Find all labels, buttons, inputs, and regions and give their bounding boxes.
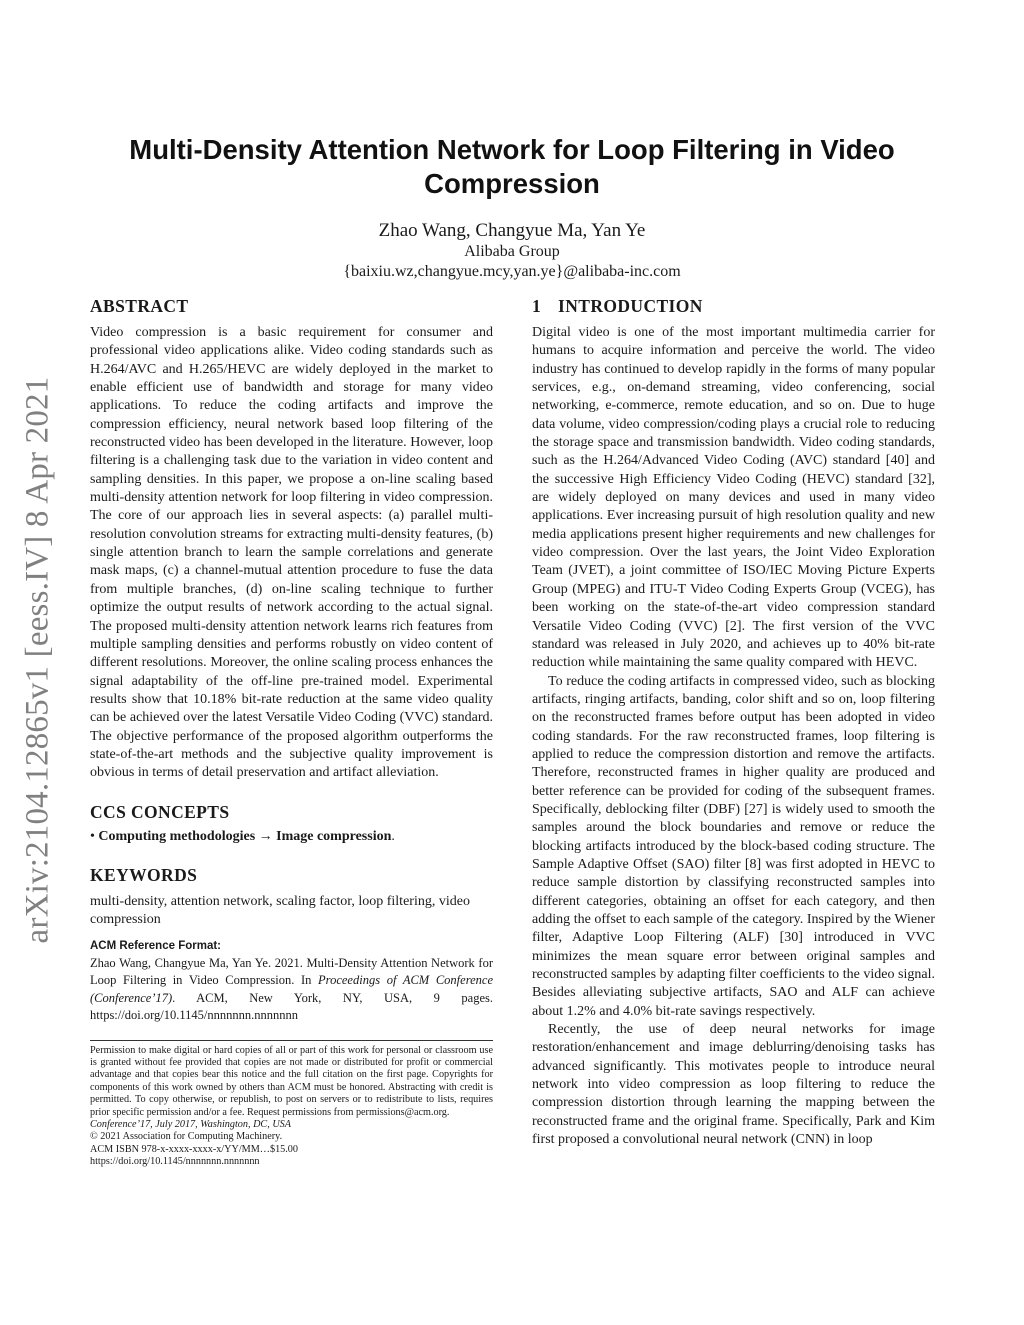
- section-number: 1: [532, 296, 542, 316]
- authors: Zhao Wang, Changyue Ma, Yan Ye: [378, 220, 646, 241]
- keywords-heading: KEYWORDS: [90, 864, 198, 885]
- ccs-heading: CCS CONCEPTS: [90, 801, 230, 822]
- abstract-heading: ABSTRACT: [90, 296, 189, 316]
- footnote-rule: [90, 1040, 493, 1041]
- paper-title: Multi-Density Attention Network for Loop Filtering in Video Compression: [129, 134, 895, 199]
- isbn: ACM ISBN 978-x-xxxx-xxxx-x/YY/MM…$15.00: [90, 1143, 298, 1155]
- permission-notice: Permission to make digital or hard copies of all or part of this work for personal or classroom use is granted without fee provided that copies are not made or distributed for profit or commercial advantage and that copies bear this notice and the full citation on the first page. Copyrights for components of this work owned by others than ACM must be honored. Abstracting with credit is permitted. To copy otherwise, or republish, to post on servers or to redistribute to lists, requires prior specific permission and/or a fee. Request permissions from permissions@acm.org.: [90, 1044, 493, 1118]
- right-column: [532, 294, 935, 1149]
- ccs-subterm: Image compression: [276, 828, 392, 844]
- introduction-heading: 1 INTRODUCTION: [532, 296, 703, 316]
- keywords-text: multi-density, attention network, scaling factor, loop filtering, video compression: [90, 893, 470, 928]
- abstract-text: Video compression is a basic requirement for consumer and professional video applications alike. Video coding standards such as H.264/AVC and H.265/HEVC are widely deployed in the market to enable efficient use of bandwidth and storage for many video applications. To reduce the coding artifacts and improve the compression efficiency, neural network based loop filtering of the reconstructed video has been developed in the literature. However, loop filtering is a challenging task due to the variation in video content and sampling densities. In this paper, we propose a on-line scaling based multi-density attention network for loop filtering in video compression. The core of our approach lies in several aspects: (a) parallel multi-resolution convolution streams for extracting multi-density features, (b) single attention branch to learn the sample correlations and generate mask maps, (c) a channel-mutual attention procedure to fuse the data from multiple branches, (d) on-line scaling technique to further optimize the output results of network according to the actual signal. The proposed multi-density attention network learns rich features from multiple sampling densities and performs robustly on video content of different resolutions. Moreover, the online scaling process enhances the signal adaptability of the off-line pre-trained model. Experimental results show that 10.18% bit-rate reduction at the same video quality can be achieved over the latest Versatile Video Coding (VVC) standard. The objective performance of the proposed algorithm outperforms the state-of-the-art methods and the subjective quality improvement is obvious in terms of detail preservation and artifact alleviation.: [90, 325, 493, 781]
- doi: https://doi.org/10.1145/nnnnnnn.nnnnnnn: [90, 1156, 260, 1168]
- affiliation: Alibaba Group: [464, 243, 560, 260]
- left-column: [90, 294, 493, 1169]
- copyright-notice: © 2021 Association for Computing Machinery.: [90, 1131, 283, 1143]
- author-email: {baixiu.wz,changyue.mcy,yan.ye}@alibaba-inc.com: [343, 263, 681, 280]
- ccs-arrow: →: [258, 828, 273, 844]
- acm-reference-venue: Proceedings of ACM Conference (Conference’17): [90, 973, 493, 1005]
- conference-info: Conference’17, July 2017, Washington, DC, USA: [90, 1119, 291, 1131]
- intro-paragraph-2: To reduce the coding artifacts in compressed video, such as blocking artifacts, ringing artifacts, banding, color shift and so on, loop filtering on the reconstructed frames before output has been adopted in video coding standards. For the raw reconstructed frames, loop filtering is applied to reduce the compression distortion and remove the artifacts. Therefore, reconstructed frames in higher quality are produced and better reference can be provided for coding of the subsequent frames. Specifically, deblocking filter (DBF) [27] is widely used to smooth the samples around the block boundaries and remove or reduce the blocking artifacts introduced by the block-based coding structure. The Sample Adaptive Offset (SAO) filter [8] was first adopted in HEVC to reduce sample distortion by classifying reconstructed samples into different categories, obtaining an offset for each category, and then adding the offset to each sample of the category. Inspired by the Wiener filter, Adaptive Loop Filtering (ALF) [30] introduced in VVC minimizes the mean square error between original samples and reconstructed samples by adapting filter coefficients to the video signal. Besides alleviating subjective artifacts, SAO and ALF can achieve about 1.2% and 4.0% bit-rate savings respectively.: [532, 673, 935, 1019]
- ccs-bullet: •: [90, 828, 95, 844]
- ccs-term: Computing methodologies: [98, 828, 256, 844]
- arxiv-stamp: arXiv:2104.12865v1 [eess.IV] 8 Apr 2021: [19, 376, 56, 944]
- intro-paragraph-3: Recently, the use of deep neural networks for image restoration/enhancement and image deblurring/denoising tasks has advanced significantly. This motivates people to introduce neural network into video compression as loop filtering to reduce the compression distortion through learning the mapping between the reconstructed frame and the original frame. Specifically, Park and Kim first proposed a convolutional neural network (CNN) in loop: [532, 1022, 935, 1148]
- intro-paragraph-1: Digital video is one of the most important multimedia carrier for humans to acquire information and perceive the world. The video industry has continued to develop rapidly in the forms of many popular services, e.g., on-demand streaming, video conferencing, social networking, e-commerce, remote education, and so on. Due to huge data volume, video compression/coding plays a crucial role to reducing the storage space and transmission bandwidth. Video coding standards, such as the H.264/Advanced Video Coding (AVC) standard [40] and the successive High Efficiency Video Coding (HEVC) standard [32], are widely deployed on many devices and used in many video applications. Ever increasing pursuit of high resolution quality and new media applications present higher requirements and new challenges for video compression. Over the last years, the Joint Video Exploration Team (JVET), a joint committee of ISO/IEC Moving Picture Experts Group (MPEG) and ITU-T Video Coding Experts Group (VCEG), has been working on the state-of-the-art video compression standard Versatile Video Coding (VVC) [2]. The first version of the VVC standard was released in July 2020, and achieves up to 40% bit-rate reduction while maintaining the same quality compared with HEVC.: [532, 325, 935, 671]
- ccs-concepts: • Computing methodologies → Image compression.: [90, 828, 395, 844]
- acm-reference-text: Zhao Wang, Changyue Ma, Yan Ye. 2021. Multi-Density Attention Network for Loop Filtering in Video Compression. In Proceedings of ACM Conference (Conference’17). ACM, New York, NY, USA, 9 pages. https://doi.org/10.1145/nnnnnnn.nnnnnnn: [90, 955, 493, 1023]
- acm-reference-heading: ACM Reference Format:: [90, 939, 221, 952]
